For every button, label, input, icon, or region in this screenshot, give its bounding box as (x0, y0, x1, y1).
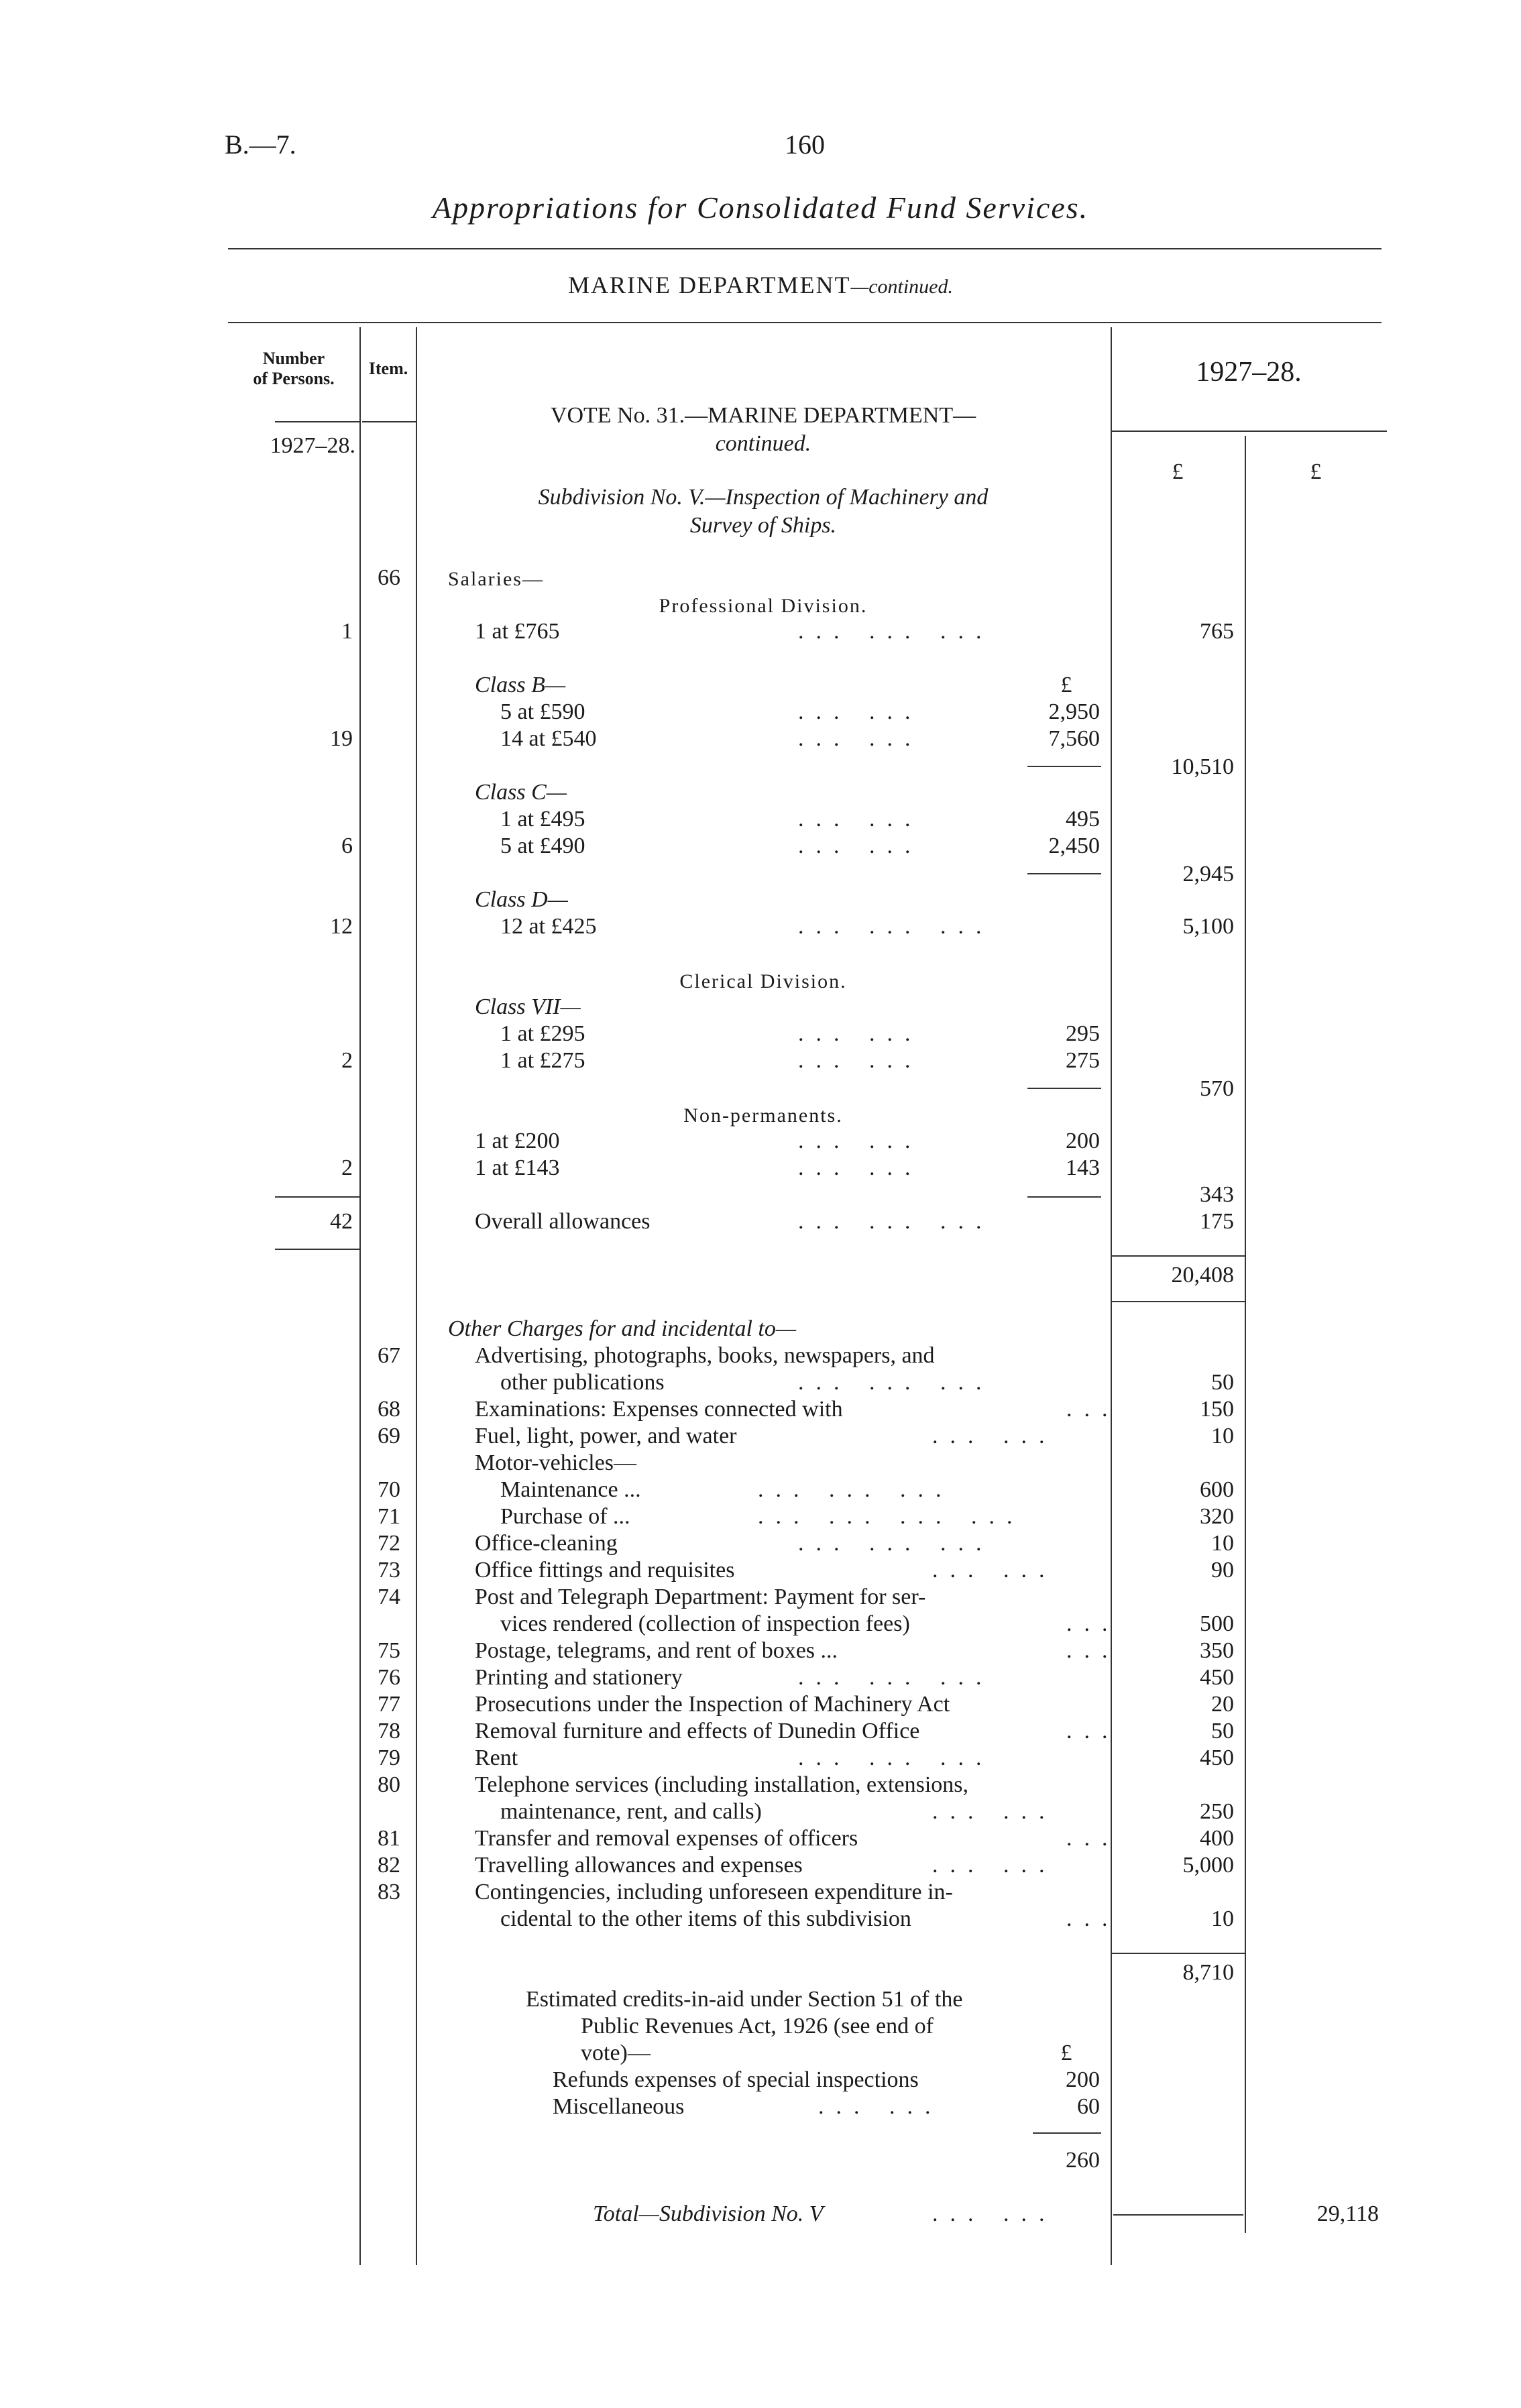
nonperm-row2-label: 1 at £143 (475, 1155, 560, 1180)
charge-label: Removal furniture and effects of Dunedin Office (475, 1719, 920, 1743)
persons-subtotal-rule (275, 1196, 359, 1198)
item-number: 82 (378, 1853, 400, 1878)
nonperm-total: 343 (1200, 1182, 1234, 1207)
class-b-row1-amount: 2,950 (1048, 699, 1100, 724)
non-permanents: Non-permanents. (683, 1104, 843, 1127)
charge-dots: ... (1066, 1826, 1120, 1851)
credits-row2-amount: 60 (1077, 2094, 1100, 2119)
credits-total: 260 (1066, 2148, 1100, 2173)
credits-row1-amount: 200 (1066, 2067, 1100, 2092)
subdivision-title: Subdivision No. V.—Inspection of Machinery and (538, 485, 989, 510)
class-b-pound: £ (1060, 673, 1072, 697)
credits-line3: vote)— (581, 2041, 651, 2065)
credits-row2-dots: ... ... (818, 2094, 943, 2119)
charge-label: Transfer and removal expenses of officers (475, 1826, 858, 1851)
credits-row1-label: Refunds expenses of special inspections (553, 2067, 919, 2092)
persons-header: Number of Persons. (253, 349, 335, 388)
class-d-total: 5,100 (1182, 914, 1234, 939)
charge-amount: 250 (1200, 1799, 1234, 1824)
prof-dots: ... ... ... (798, 619, 994, 644)
charge-label: Printing and stationery (475, 1665, 683, 1690)
overall-dots: ... ... ... (798, 1209, 994, 1234)
item-number: 78 (378, 1719, 400, 1743)
charge-label: Contingencies, including unforeseen expenditure in- (475, 1880, 953, 1904)
charge-amount: 10 (1211, 1424, 1234, 1448)
item-number: 79 (378, 1745, 400, 1770)
pound-col2: £ (1310, 459, 1322, 484)
charge-amount: 500 (1200, 1611, 1234, 1636)
document-ref: B.—7. (225, 129, 296, 160)
class-vii-rule (1027, 1088, 1101, 1089)
item-header: Item. (368, 359, 408, 378)
class-d-heading: Class D— (475, 887, 568, 912)
class-c-row2-amount: 2,450 (1048, 834, 1100, 858)
charge-amount: 400 (1200, 1826, 1234, 1851)
persons-year: 1927–28. (270, 433, 355, 458)
item-number: 73 (378, 1558, 400, 1583)
total-column-rule (1245, 436, 1246, 2233)
persons-class-c: 6 (341, 834, 353, 858)
charge-dots: ... ... ... (798, 1531, 994, 1556)
charge-amount: 450 (1200, 1745, 1234, 1770)
class-d-row1-label: 12 at £425 (500, 914, 597, 939)
year-header: 1927–28. (1196, 357, 1302, 388)
charge-dots: ... ... ... ... (758, 1504, 1025, 1529)
charge-label-cont: other publications (500, 1370, 665, 1395)
class-vii-row2-label: 1 at £275 (500, 1048, 585, 1073)
item-66: 66 (378, 565, 400, 590)
item-number: 71 (378, 1504, 400, 1529)
other-charges-total: 8,710 (1182, 1960, 1234, 1985)
charge-label: Fuel, light, power, and water (475, 1424, 737, 1448)
persons-total: 42 (330, 1209, 353, 1234)
charge-label: Office fittings and requisites (475, 1558, 735, 1583)
class-b-row2-label: 14 at £540 (500, 726, 597, 751)
charge-amount: 10 (1211, 1906, 1234, 1931)
salaries-heading: Salaries— (448, 568, 544, 590)
item-number: 83 (378, 1880, 400, 1904)
subdivision-total-amount: 29,118 (1316, 2201, 1379, 2226)
charge-label: Examinations: Expenses connected with (475, 1397, 843, 1422)
overall-allowances-amount: 175 (1200, 1209, 1234, 1234)
class-b-rule (1027, 766, 1101, 767)
department-heading: MARINE DEPARTMENT—continued. (567, 272, 953, 298)
class-c-row2-label: 5 at £490 (500, 834, 585, 858)
item-number: 81 (378, 1826, 400, 1851)
charge-dots: ... (1066, 1397, 1120, 1422)
class-c-heading: Class C— (475, 780, 567, 805)
item-number: 69 (378, 1424, 400, 1448)
persons-nonperm: 2 (341, 1155, 353, 1180)
class-vii-row1-dots: ... ... (798, 1021, 923, 1046)
subdivision-subtitle: Survey of Ships. (689, 513, 837, 538)
page-number: 160 (785, 129, 825, 160)
item-header-rule (362, 421, 416, 422)
header-rule (228, 322, 1382, 323)
class-d-row1-dots: ... ... ... (798, 914, 994, 939)
charge-label: Office-cleaning (475, 1531, 618, 1556)
item-number: 75 (378, 1638, 400, 1663)
class-b-row1-dots: ... ... (798, 699, 923, 724)
class-b-total: 10,510 (1171, 754, 1234, 779)
class-vii-row2-amount: 275 (1066, 1048, 1100, 1073)
class-vii-row1-amount: 295 (1066, 1021, 1100, 1046)
class-c-row1-dots: ... ... (798, 807, 923, 832)
persons-total-rule (275, 1249, 359, 1250)
class-b-row2-amount: 7,560 (1048, 726, 1100, 751)
charge-label: Rent (475, 1745, 518, 1770)
class-vii-row1-label: 1 at £295 (500, 1021, 585, 1046)
salaries-total-rule (1111, 1255, 1245, 1257)
charge-label: Telephone services (including installation, extensions, (475, 1772, 968, 1797)
class-c-row1-amount: 495 (1066, 807, 1100, 832)
charge-dots: ... ... (932, 1424, 1057, 1448)
persons-column-rule (359, 327, 361, 2265)
class-c-rule (1027, 873, 1101, 874)
charge-label: Advertising, photographs, books, newspapers, and (475, 1343, 935, 1368)
item-number: 72 (378, 1531, 400, 1556)
charge-amount: 90 (1211, 1558, 1234, 1583)
charge-label: Motor-vehicles— (475, 1450, 637, 1475)
vote-continued: continued. (715, 431, 811, 456)
charge-dots: ... ... ... (798, 1665, 994, 1690)
class-c-row2-dots: ... ... (798, 834, 923, 858)
charge-dots: ... ... ... (798, 1745, 994, 1770)
charge-label: Maintenance ... (500, 1477, 641, 1502)
charge-dots: ... (1066, 1611, 1120, 1636)
charge-label: Travelling allowances and expenses (475, 1853, 803, 1878)
charge-amount: 600 (1200, 1477, 1234, 1502)
charge-dots: ... (1066, 1638, 1120, 1663)
class-vii-row2-dots: ... ... (798, 1048, 923, 1073)
subdivision-total-dots: ... ... (932, 2201, 1057, 2226)
credits-pound: £ (1060, 2041, 1072, 2065)
persons-class-vii: 2 (341, 1048, 353, 1073)
class-vii-total: 570 (1200, 1076, 1234, 1101)
class-vii-heading: Class VII— (475, 994, 581, 1019)
item-number: 68 (378, 1397, 400, 1422)
subdivision-total-label: Total—Subdivision No. V (593, 2201, 824, 2226)
charge-label-cont: vices rendered (collection of inspection fees) (500, 1611, 910, 1636)
charge-dots: ... ... ... (758, 1477, 954, 1502)
pound-col1: £ (1172, 459, 1184, 484)
other-charges-heading: Other Charges for and incidental to— (448, 1316, 797, 1341)
salaries-total: 20,408 (1171, 1263, 1234, 1287)
class-b-heading: Class B— (475, 673, 566, 697)
class-c-total: 2,945 (1182, 862, 1234, 886)
persons-class-b: 19 (330, 726, 353, 751)
professional-division: Professional Division. (659, 595, 868, 617)
subdivision-total-rule (1113, 2214, 1243, 2216)
class-b-row2-dots: ... ... (798, 726, 923, 751)
charge-label: Prosecutions under the Inspection of Machinery Act (475, 1692, 950, 1717)
item-number: 67 (378, 1343, 400, 1368)
credits-line1: Estimated credits-in-aid under Section 51 of the (526, 1987, 963, 2012)
charge-dots: ... ... (932, 1799, 1057, 1824)
item-number: 74 (378, 1585, 400, 1609)
persons-class-d: 12 (330, 914, 353, 939)
persons-prof: 1 (341, 619, 353, 644)
charge-label-cont: maintenance, rent, and calls) (500, 1799, 762, 1824)
salaries-total-underline (1111, 1301, 1245, 1302)
charge-amount: 450 (1200, 1665, 1234, 1690)
charge-dots: ... (1066, 1906, 1120, 1931)
nonperm-rule (1027, 1196, 1101, 1198)
charge-dots: ... ... (932, 1558, 1057, 1583)
other-charges-rule (1111, 1953, 1245, 1954)
item-number: 77 (378, 1692, 400, 1717)
year-header-rule (1111, 431, 1387, 432)
vote-title: VOTE No. 31.—MARINE DEPARTMENT— (550, 403, 976, 428)
item-number: 70 (378, 1477, 400, 1502)
persons-header-rule (275, 421, 359, 422)
class-b-row1-label: 5 at £590 (500, 699, 585, 724)
charge-label: Purchase of ... (500, 1504, 630, 1529)
charge-label: Post and Telegraph Department: Payment for ser- (475, 1585, 926, 1609)
charge-dots: ... ... (932, 1853, 1057, 1878)
charge-amount: 5,000 (1182, 1853, 1234, 1878)
nonperm-row1-dots: ... ... (798, 1129, 923, 1153)
charge-amount: 50 (1211, 1719, 1234, 1743)
charge-amount: 150 (1200, 1397, 1234, 1422)
charge-amount: 320 (1200, 1504, 1234, 1529)
charge-label: Postage, telegrams, and rent of boxes ... (475, 1638, 838, 1663)
item-number: 80 (378, 1772, 400, 1797)
nonperm-row1-label: 1 at £200 (475, 1129, 560, 1153)
credits-rule (1033, 2132, 1101, 2134)
charge-amount: 10 (1211, 1531, 1234, 1556)
overall-allowances-label: Overall allowances (475, 1209, 651, 1234)
charge-dots: ... (1066, 1719, 1120, 1743)
class-c-row1-label: 1 at £495 (500, 807, 585, 832)
page-title: Appropriations for Consolidated Fund Services. (432, 190, 1089, 225)
credits-line2: Public Revenues Act, 1926 (see end of (581, 2014, 934, 2039)
prof-label: 1 at £765 (475, 619, 560, 644)
credits-row2-label: Miscellaneous (553, 2094, 685, 2119)
title-rule (228, 248, 1382, 249)
nonperm-row2-amount: 143 (1066, 1155, 1100, 1180)
charge-label-cont: cidental to the other items of this subdivision (500, 1906, 911, 1931)
charge-amount: 50 (1211, 1370, 1234, 1395)
clerical-division: Clerical Division. (679, 970, 847, 992)
nonperm-row2-dots: ... ... (798, 1155, 923, 1180)
nonperm-row1-amount: 200 (1066, 1129, 1100, 1153)
prof-total: 765 (1200, 619, 1234, 644)
item-number: 76 (378, 1665, 400, 1690)
charge-amount: 20 (1211, 1692, 1234, 1717)
charge-dots: ... ... ... (798, 1370, 994, 1395)
charge-amount: 350 (1200, 1638, 1234, 1663)
